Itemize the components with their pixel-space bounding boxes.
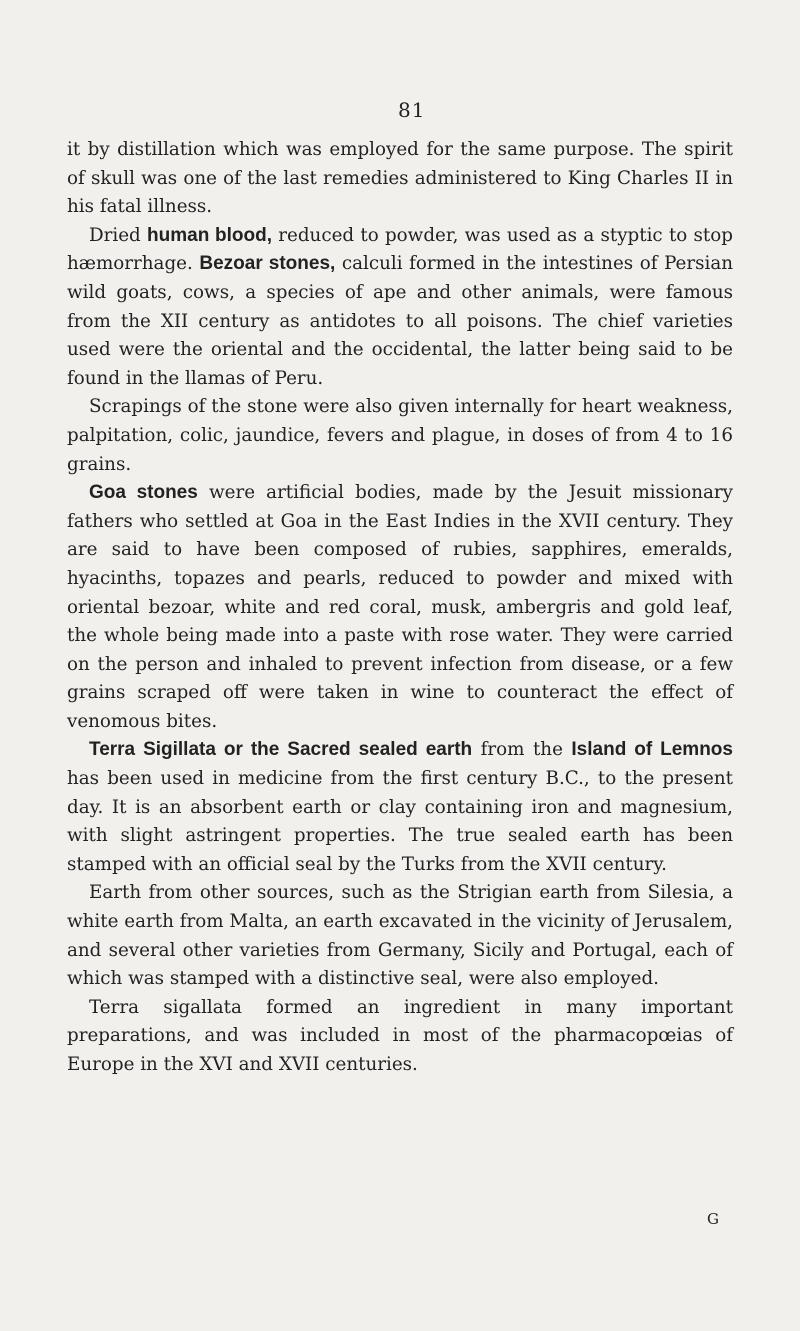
paragraph-text: it by distillation which was employed for the same purpose. The spirit of skull was one of the last remedies administered to King Charles II in his fatal illness.: [67, 139, 733, 218]
paragraph-text: were artificial bodies, made by the Jesuit missionary fathers who settled at Goa in the East Indies in the XVII century. They are said to have been composed of rubies, sapphires, emeralds, hyacinths, topazes and pearls, reduced to powder and mixed with oriental bezoar, white and red coral, musk, ambergris and gold leaf, the whole being made into a paste with rose water. They were carried on the person and inhaled to prevent infection from disease, or a few grains scraped off were taken in wine to counteract the effect of venomous bites.: [67, 482, 733, 732]
highlighted-term: human blood,: [147, 224, 273, 246]
body-text: [67, 136, 733, 1080]
paragraph: [67, 222, 733, 394]
paragraph: [67, 136, 733, 222]
highlighted-term: Island of Lemnos: [571, 739, 733, 761]
highlighted-term: Terra Sigillata or the Sacred sealed earth: [89, 739, 473, 761]
highlighted-term: Goa stones: [89, 482, 198, 504]
paragraph: [67, 994, 733, 1080]
signature-mark: G: [707, 1210, 719, 1228]
paragraph-text: Dried: [89, 224, 148, 246]
paragraph-text: Terra sigallata formed an ingredient in many important preparations, and was included in most of the pharmacopœias of Europe in the XVI and XVII centuries.: [67, 996, 733, 1075]
paragraph: [67, 479, 733, 736]
paragraph-text: from the: [472, 739, 572, 761]
page-number: 81: [398, 98, 426, 122]
paragraph-text: Earth from other sources, such as the Strigian earth from Silesia, a white earth from Malta, an earth excavated in the vicinity of Jerusalem, and several other varieties from Germany, Sicily and Portugal, each of which was stamped with a distinctive seal, were also employed.: [67, 882, 733, 990]
paragraph: [67, 879, 733, 993]
paragraph-text: has been used in medicine from the first century B.C., to the present day. It is an absorbent earth or clay containing iron and magnesium, with slight astringent properties. The true sealed earth has been stamped with an official seal by the Turks from the XVII century.: [67, 768, 733, 875]
highlighted-term: Bezoar stones,: [199, 253, 336, 275]
paragraph: [67, 393, 733, 479]
paragraph-text: calculi formed in the intestines of Persian wild goats, cows, a species of ape and other animals, were famous from the XII century as antidotes to all poisons. The chief varieties used were the oriental and the occidental, the latter being said to be found in the llamas of Peru.: [67, 253, 734, 389]
paragraph: [67, 736, 733, 879]
paragraph-text: Scrapings of the stone were also given internally for heart weakness, palpitation, colic, jaundice, fevers and plague, in doses of from 4 to 16 grains.: [67, 396, 733, 475]
paragraph-text: reduced to powder, was used as a styptic to stop hæmorrhage.: [67, 224, 733, 275]
